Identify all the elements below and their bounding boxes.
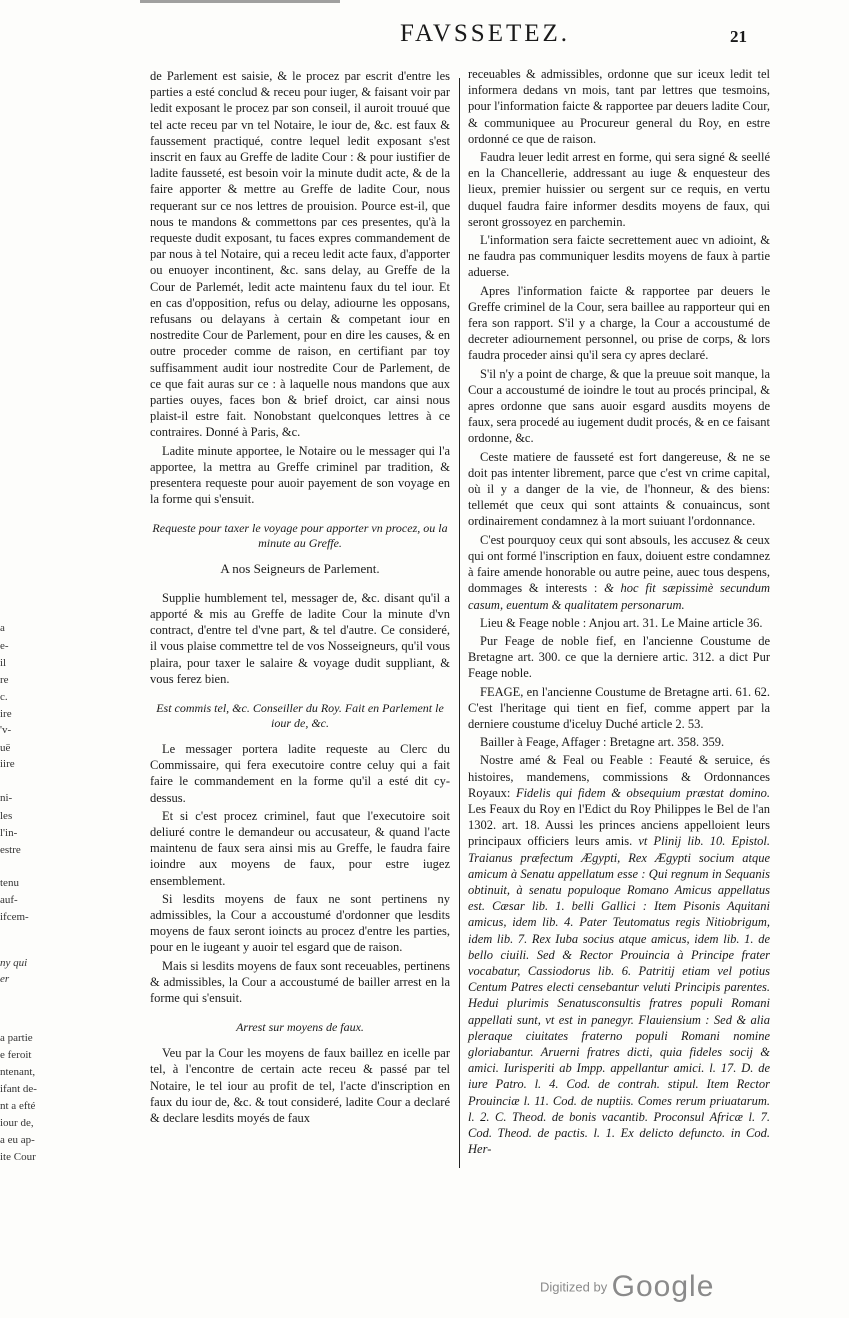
google-logo: Google bbox=[611, 1270, 715, 1303]
paragraph: Supplie humblement tel, messager de, &c. disant qu'il a apporté & mis au Greffe de ladite Cour la minute d'vn contract, d'entre tel d'vne part, & tel d'autre. Ce consideré, il vous plaise commettre tel de vos Nosseigneurs, qu'il vous plaira, pour taxer le salaire & voyage dudit suppliant, & vous ferez bien. bbox=[150, 590, 450, 686]
margin-fragment: ntenant, bbox=[0, 1066, 36, 1078]
margin-fragment: a eu ap- bbox=[0, 1134, 35, 1146]
paragraph: Le messager portera ladite requeste au Clerc du Commissaire, qui fera executoire contre celuy qui a fait faire le commandement en la forme qu'il a esté dit cy-dessus. bbox=[150, 741, 450, 805]
right-column bbox=[468, 66, 770, 1159]
margin-fragment: 'v- bbox=[0, 724, 12, 736]
paragraph bbox=[468, 532, 770, 613]
paragraph: FEAGE, en l'ancienne Coustume de Bretagne arti. 61. 62. C'est l'heritage qui tient en fief, comme appert par la derniere coustume d'iceluy Duché article 2. 53. bbox=[468, 684, 770, 731]
margin-fragment: estre bbox=[0, 844, 21, 856]
margin-fragment: er bbox=[0, 973, 10, 985]
section-heading: Est commis tel, &c. Conseiller du Roy. Fait en Parlement le iour de, &c. bbox=[156, 700, 444, 730]
paragraph: Veu par la Cour les moyens de faux baillez en icelle par tel, à l'encontre de certain acte receu & passé par tel Notaire, le tel iour au profit de tel, l'acte d'inscription en faux du iour de, &c. & tout consideré, ladite Cour a declaré & declare lesdits moyés de faux bbox=[150, 1046, 450, 1125]
paragraph: Apres l'information faicte & rapportee par deuers le Greffe criminel de la Cour, sera baillee au rapporteur qui en fera son rapport. S'il y a charge, la Cour a accoustumé de decreter adiournement personnel, ou prise de corps, & lors faudra proceder ainsi qu'il sera cy apres declaré. bbox=[468, 283, 770, 363]
margin-fragment: uë bbox=[0, 742, 11, 754]
section-heading: Requeste pour taxer le voyage pour apporter vn procez, ou la minute au Greffe. bbox=[152, 521, 448, 551]
running-title: FAVSSETEZ. bbox=[399, 20, 571, 47]
page-number: 21 bbox=[730, 27, 747, 46]
paragraph bbox=[468, 752, 770, 1157]
paragraph: Faudra leuer ledit arrest en forme, qui sera signé & seellé en la Chancellerie, addressant au iuge & enquesteur des lieux, premier huissier ou sergent sur ce requis, en vertu duquel faudra faire informer desdits moyens de faux, qui seront grossoyez en parchemin. bbox=[468, 150, 770, 229]
margin-fragment: a bbox=[0, 622, 5, 634]
margin-fragment: tenu bbox=[0, 877, 19, 889]
margin-fragment: auf- bbox=[0, 894, 18, 906]
left-column bbox=[150, 68, 450, 1128]
margin-fragment: ni- bbox=[0, 792, 13, 804]
margin-fragment: ite Cour bbox=[0, 1151, 36, 1163]
margin-fragment: iire bbox=[0, 758, 15, 770]
margin-fragment: les bbox=[0, 810, 13, 822]
paragraph: Ladite minute apportee, le Notaire ou le messager qui l'a apportee, la mettra au Greffe criminel par tradition, & presentera requeste pour auoir payement de son voyage en la forme qui s'ensuit. bbox=[150, 443, 450, 507]
margin-fragment: ifant de- bbox=[0, 1083, 37, 1095]
paragraph: Pur Feage de noble fief, en l'ancienne Coustume de Bretagne art. 300. ce que la derniere artic. 312. a dict Pur Feage noble. bbox=[468, 633, 770, 681]
paragraph-text: C'est pourquoy ceux qui sont absouls, les accusez & ceux qui ont formé l'inscription en faux, doiuent estre condamnez à faire amende honorable ou autre peine, auec tous despens, dommages & interests : bbox=[468, 532, 770, 596]
margin-fragment: l'in- bbox=[0, 827, 18, 839]
paragraph: Lieu & Feage noble : Anjou art. 31. Le Maine article 36. bbox=[480, 615, 763, 630]
latin-quote: Fidelis qui fidem & obsequium præstat domino. bbox=[515, 785, 770, 800]
paragraph-text: Nostre amé & Feal ou Feable : Feauté & seruice, és histoires, mandemens, commissions & Ordonnances Royaux: bbox=[468, 753, 770, 800]
paragraph: L'information sera faicte secrettement auec vn adioint, & ne faudra pas communiquer lesdits moyens de faux à partie aduerse. bbox=[468, 233, 770, 280]
margin-fragment: ifcem- bbox=[0, 911, 29, 923]
margin-fragment: iour de, bbox=[0, 1117, 34, 1129]
top-rule bbox=[140, 0, 340, 3]
paragraph-text: Les Feaux du Roy en l'Edict du Roy Philippes le Bel de l'an 1302. art. 18. Aussi les princes anciens appelloient leurs principaux officiers leurs amis. bbox=[468, 801, 770, 849]
paragraph: S'il n'y a point de charge, & que la preuue soit manque, la Cour a accoustumé de ioindre le tout au procés principal, & apres ordonne que sans auoir esgard ausdits moyens de faux, sera procedé au iugement dudit procés, & en ce faisant ordonne, &c. bbox=[468, 366, 770, 446]
margin-fragment: ny qui bbox=[0, 957, 28, 969]
latin-citation: vt Plinij lib. 10. Epistol. Traianus præfectum Ægypti, Rex Ægypti socium atque amicum à Senatu appellatum esse : Qui regnum in Sequanis obtinuit, à senatu populoque Romano Amicus appellatus est. Cæsar lib. 1. belli Gallici : Item Pisonis Aquitani amicus, idem lib. 4. Pater Teutomatus regis Nitiobrigum, idem lib. 7. Rex Iuba socius atque amicus, idem lib. 1. de bello ciuili. Sed & Rector Prouincia à Principe frater vocabatur, Cassiodorus lib. 6. Patritij etiam vel potius Centum Patres electi censebantur veluti Principis parentes. Hedui plurimis Senatusconsultis fratres populi Romani appellati sunt, vt est in panegyr. Flauiensium : Sed & alia pleraque ciuitates fraterno populi Romani nomine gloriabantur. Aruerni fratres dicti, quia fideles socij & amici. Iurisperiti ab Impp. appellantur amici. l. 17. D. de iure Patro. l. 4. Cod. de contrah. stipul. Item Rector Prouinciæ l. 11. Cod. de nuptiis. Comes rerum priuatarum. l. 2. C. Theod. de bonis vacantib. Proconsul Africæ l. 7. Cod. Theod. de pactis. l. 1. Ex delicto defuncto. in Cod. Her- bbox=[468, 834, 771, 1157]
margin-fragment: ire bbox=[0, 708, 12, 720]
margin-fragment: e- bbox=[0, 640, 9, 652]
margin-fragment: e feroit bbox=[0, 1049, 32, 1061]
paragraph: Et si c'est procez criminel, faut que l'executoire soit deliuré contre le demandeur ou accusateur, & quand l'acte maintenu de faux sera ainsi mis au Greffe, le faudra faire ioindre aux moyens de faux, pour estre iugez ensemblement. bbox=[150, 808, 450, 888]
margin-fragment: a partie bbox=[0, 1032, 33, 1044]
latin-quote: & hoc fit sæpissimè secundum casum, euentum & qualitatem personarum. bbox=[468, 581, 770, 612]
paragraph: de Parlement est saisie, & le procez par escrit d'entre les parties a esté conclud & receu pour iuger, & faisant voir par ledit exposant le procez par son conseil, il auroit trouué que tel acte receu par vn tel Notaire, le iour de, &c. est faux & faussement practiqué, contre lequel ledit exposant s'est inscrit en faux au Greffe de ladite Cour : & pour iustifier de ladite fausseté, est besoin voir la minute dudit acte, & de la faire apporter & mettre au Greffe de ladite Cour, nous requerant sur ce nos lettres de prouision. Pource est-il, que nous te mandons & commettons par ces presentes, qu'à la requeste dudit exposant, tu faces expres commandement de par nous à tel Notaire, qui a receu ledit acte faux, d'apporter ou enuoyer incontinent, &c. sans delay, au Greffe de la Cour de Parlemét, ledit acte maintenu faux du tel iour. Et en cas d'opposition, refus ou delay, adiourne les opposans, refusans ou delayans à certain & competant iour en nostredite Cour de Parlement, pour en dire les causes, & en outre proceder comme de raison, en certifiant par toy suffisamment audit iour nostredite Cour de Parlement, de ce que fait auras sur ce : à laquelle nous mandons que aux parties ouyes, faces bon & brief droict, car ainsi nous plaist-il estre fait. Nonobstant quelconques lettres à ce contraires. Donné à Paris, &c. bbox=[150, 69, 450, 440]
margin-fragment: c. bbox=[0, 691, 8, 703]
paragraph: Ceste matiere de fausseté est fort dangereuse, & ne se doit pas intenter librement, parce que c'est vn crime capital, où il y a danger de la vie, de l'honneur, & des biens: tellemét que ceux qui sont attaints & conuaincus, sont ordinairement condamnez à la mort suiuant l'ordonnance. bbox=[468, 449, 770, 529]
margin-fragment: re bbox=[0, 674, 9, 686]
margin-fragment: il bbox=[0, 657, 7, 669]
address-heading: A nos Seigneurs de Parlement. bbox=[220, 561, 380, 577]
paragraph: receuables & admissibles, ordonne que sur iceux ledit tel informera dedans vn mois, tant par lettres que tesmoins, pour l'information faicte & rapportee par deuers ladite Cour, & communiquee au Procureur general du Roy, en estre ordonné ce que de raison. bbox=[468, 67, 770, 146]
watermark-prefix: Digitized by bbox=[540, 1279, 608, 1295]
section-heading: Arrest sur moyens de faux. bbox=[236, 1020, 364, 1035]
column-divider bbox=[459, 78, 460, 1168]
paragraph: Bailler à Feage, Affager : Bretagne art. 358. 359. bbox=[480, 735, 725, 750]
digitization-watermark bbox=[540, 1270, 714, 1304]
paragraph: Si lesdits moyens de faux ne sont pertinens ny admissibles, la Cour a accoustumé d'ordonner que lesdits moyens de faux seront ioincts au procez d'entre les parties, pour en le iugeant y auoir tel esgard que de raison. bbox=[150, 891, 450, 955]
paragraph: Mais si lesdits moyens de faux sont receuables, pertinens & admissibles, la Cour a accoustumé de bailler arrest en la forme qui s'ensuit. bbox=[150, 958, 450, 1005]
margin-fragment: nt a efté bbox=[0, 1100, 36, 1112]
